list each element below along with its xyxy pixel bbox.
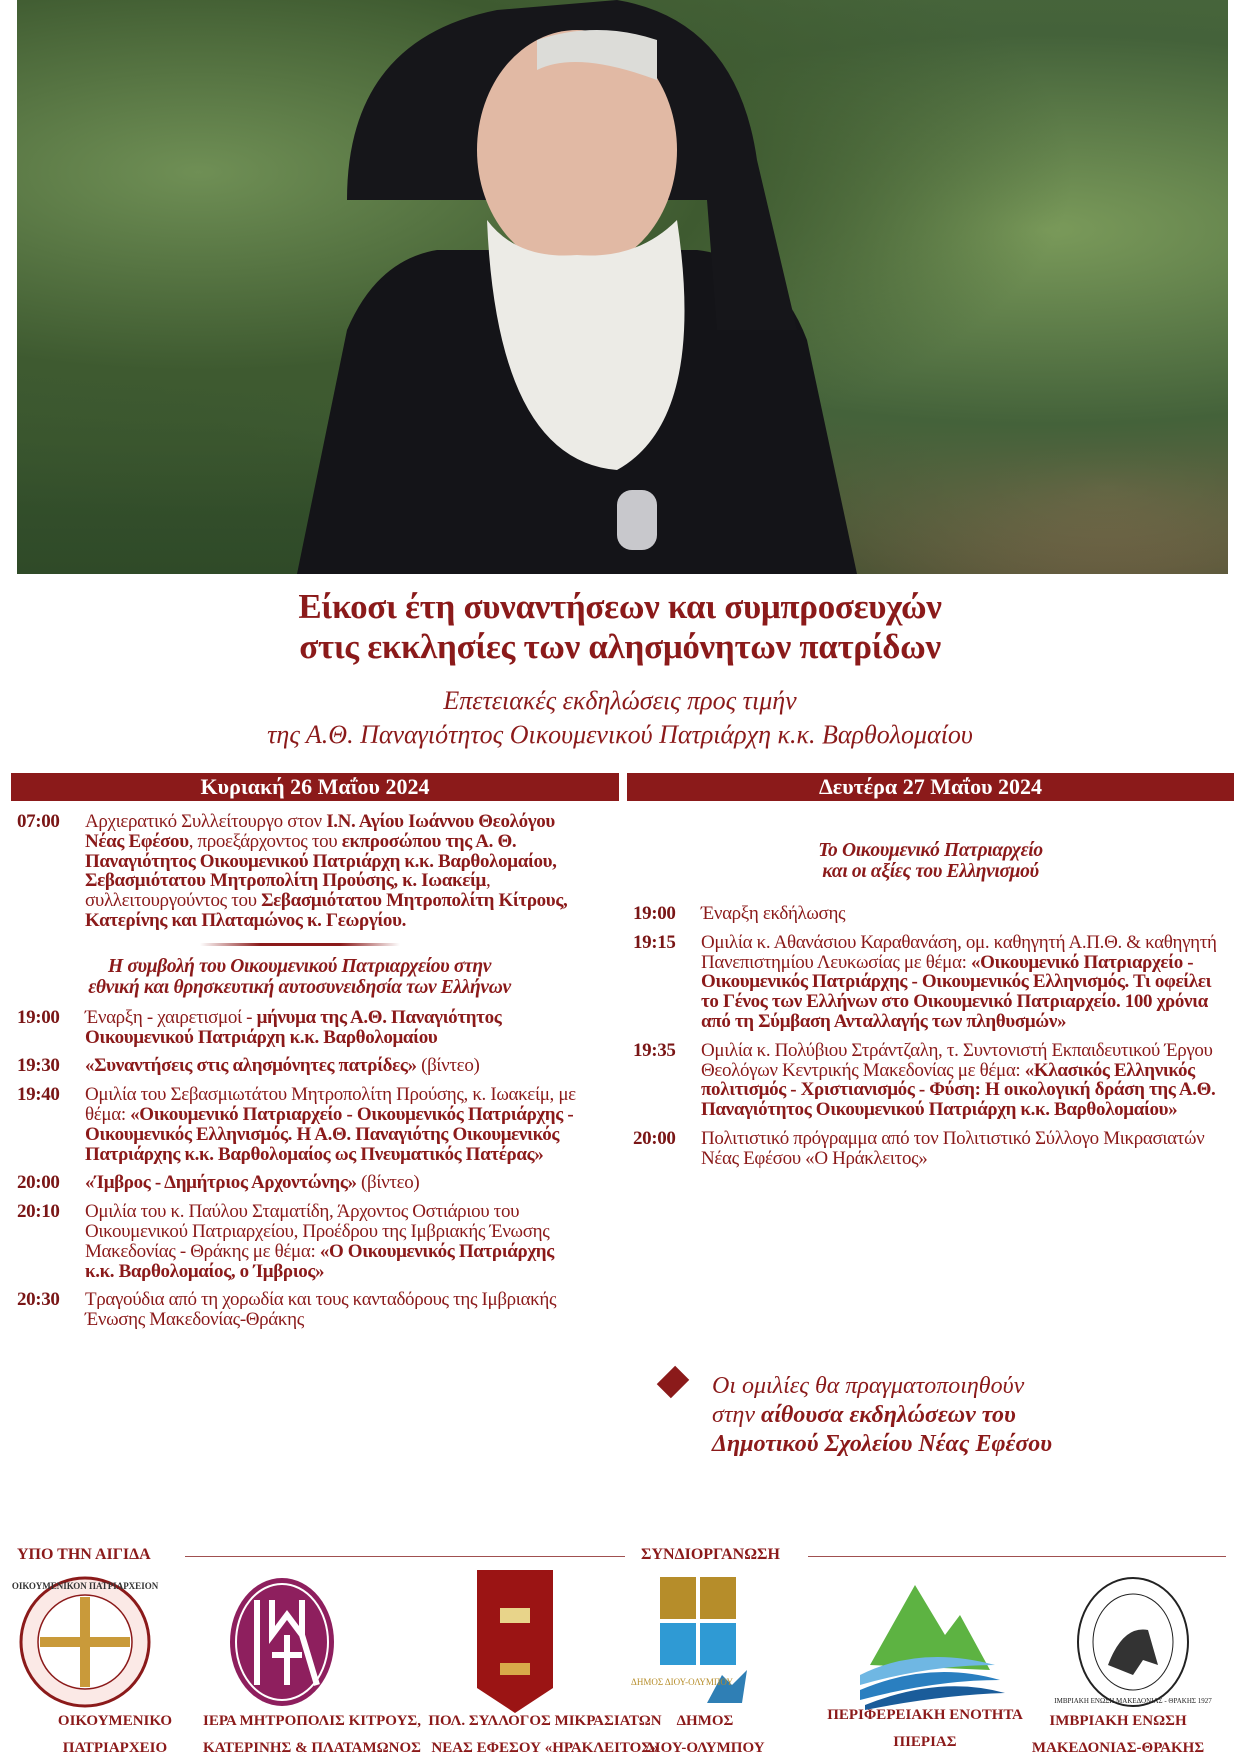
day2-section-title-line1: Το Οικουμενικό Πατριαρχείο [818, 840, 1043, 861]
pieria-regional-unit-logo [845, 1575, 1015, 1710]
entry-text-bold: εκπροσώπου της Α. Θ. Παναγιότητος Οικουμενικού Πατριάρχη κ.κ. Βαρθολομαίου, Σεβασμιότατου Μητροπολίτη Προύσης, κ. Ιωακείμ [85, 830, 557, 892]
day1-header: Κυριακή 26 Μαΐου 2024 [11, 773, 619, 801]
logo-label-line2: ΔΙΟΥ-ΟΛΥΜΠΟΥ [645, 1740, 765, 1756]
program-entry [633, 904, 1228, 924]
day1-section-title-line1: Η συμβολή του Οικουμενικού Πατριαρχείου στην [107, 955, 492, 977]
program-entry [17, 1290, 582, 1330]
entry-text-bold: «Συναντήσεις στις αλησμόνητες πατρίδες» [85, 1055, 417, 1077]
entry-text: , συλλειτουργούντος του [85, 870, 491, 912]
heraklitos-association-logo [430, 1575, 600, 1710]
day1-evening-list [17, 1008, 582, 1330]
imvros-seal-text: ΙΜΒΡΙΑΚΗ ΕΝΩΣΗ ΜΑΚΕΔΟΝΙΑΣ - ΘΡΑΚΗΣ 1927 [1054, 1697, 1212, 1705]
entry-time: 20:00 [17, 1172, 60, 1194]
entry-text-bold: Σεβασμιότατου Μητροπολίτη Κίτρους, Κατερίνης και Πλαταμώνος κ. Γεωργίου. [85, 890, 568, 931]
logo-label-line2: ΚΑΤΕΡΙΝΗΣ & ΠΛΑΤΑΜΩΝΟΣ [202, 1740, 421, 1756]
entry-time: 07:00 [17, 811, 60, 832]
coorganizers-title: ΣΥΝΔΙΟΡΓΑΝΩΣΗ [641, 1546, 780, 1563]
subtitle-line1: Επετειακές εκδηλώσεις προς τιμήν [443, 686, 797, 715]
patriarchate-seal-text: ΟΙΚΟΥΜΕΝΙΚΟΝ ΠΑΤΡΙΑΡΧΕΙΟΝ [11, 1581, 158, 1591]
logo-label-line2: ΠΙΕΡΙΑΣ [893, 1734, 957, 1750]
logo-label-line2: ΝΕΑΣ ΕΦΕΣΟΥ «ΗΡΑΚΛΕΙΤΟΣ» [431, 1740, 659, 1756]
logo-label-line2: ΠΑΤΡΙΑΡΧΕΙΟ [62, 1740, 168, 1756]
logo-label-imvros [993, 1708, 1243, 1762]
venue-note-line2-bold: αίθουσα εκδηλώσεων του [760, 1402, 1016, 1428]
day1-section-title [17, 956, 582, 998]
coorganizers-rule [808, 1556, 1226, 1557]
entry-text-bold: «Οικουμενικό Πατριαρχείο - Οικουμενικός Πατριάρχης - Οικουμενικός Ελληνισμός. Η Α.Θ. Παναγιότης Οικουμενικός Πατριάρχης κ.κ. Βαρθολομαίος ως Πνευματικός Πατέρας» [85, 1103, 574, 1165]
program-entry [17, 1056, 582, 1076]
entry-text: (βίντεο) [356, 1172, 420, 1194]
entry-text-bold: «Ο Οικουμενικός Πατριάρχης κ.κ. Βαρθολομαίος, ο Ίμβριος» [85, 1240, 554, 1282]
pieria-mountains-waves-icon [850, 1575, 1010, 1710]
day2-header: Δευτέρα 27 Μαΐου 2024 [627, 773, 1234, 801]
main-title-line2: στις εκκλησίες των αλησμόνητων πατρίδων [299, 627, 941, 666]
entry-text: Ομιλία κ. Αθανάσιου Καραθανάση, ομ. καθηγητή Α.Π.Θ. & καθηγητή Πανεπιστημίου Λευκωσίας με θέμα: [701, 931, 1217, 973]
entry-text-bold: «Ίμβρος - Δημήτριος Αρχοντώνης» [85, 1172, 357, 1194]
entry-text: (βίντεο) [416, 1055, 480, 1077]
logo-label-line1: ΙΜΒΡΙΑΚΗ ΕΝΩΣΗ [1049, 1713, 1187, 1729]
entry-time: 19:00 [633, 903, 676, 924]
program-entry [633, 933, 1228, 1032]
imvros-union-logo [1048, 1575, 1218, 1710]
logo-label-metropolis [187, 1708, 437, 1762]
program-entry [633, 1041, 1228, 1120]
program-entry [17, 1008, 582, 1048]
entry-time: 19:15 [633, 931, 676, 953]
imvros-seal-icon [1054, 1575, 1212, 1710]
municipality-emblem-text: ΔΗΜΟΣ ΔΙΟΥ-ΟΛΥΜΠΟΥ [631, 1677, 733, 1687]
day2-list [633, 904, 1228, 1169]
portrait-illustration [17, 0, 1228, 574]
program-entry [633, 1129, 1228, 1169]
entry-time: 20:30 [17, 1289, 60, 1311]
entry-time: 19:35 [633, 1039, 676, 1061]
venue-note-line3: Δημοτικού Σχολείου Νέας Εφέσου [712, 1431, 1053, 1457]
entry-text: Έναρξη εκδήλωσης [701, 903, 846, 924]
entry-text: Ομιλία του Σεβασμιωτάτου Μητροπολίτη Προύσης, κ. Ιωακείμ, με θέμα: [85, 1084, 576, 1125]
day1-morning-list [17, 812, 582, 931]
patronage-rule [185, 1556, 625, 1557]
patronage-title: ΥΠΟ ΤΗΝ ΑΙΓΙΔΑ [17, 1546, 151, 1563]
program-entry [17, 1173, 582, 1193]
entry-text: Πολιτιστικό πρόγραμμα από τον Πολιτιστικό Σύλλογο Μικρασιατών Νέας Εφέσου «Ο Ηράκλειτος» [701, 1127, 1205, 1169]
ecumenical-patriarchate-logo [0, 1575, 170, 1710]
entry-time: 20:00 [633, 1127, 676, 1149]
logo-label-line1: ΟΙΚΟΥΜΕΝΙΚΟ [57, 1713, 173, 1729]
day2-section-title-line2: και οι αξίες του Ελληνισμού [822, 861, 1039, 882]
subtitle-line2: της Α.Θ. Παναγιότητος Οικουμενικού Πατριάρχη κ.κ. Βαρθολομαίου [267, 720, 973, 749]
day2-section-title [633, 840, 1228, 882]
venue-note [712, 1372, 1052, 1459]
entry-text: , προεξάρχοντος του [188, 830, 342, 852]
patriarchate-seal-icon [11, 1575, 158, 1710]
venue-note-line1: Οι ομιλίες θα πραγματοποιηθούν [712, 1373, 1025, 1399]
program-entry [17, 812, 582, 931]
entry-text-bold: μήνυμα της Α.Θ. Παναγιότητος Οικουμενικού Πατριάρχη κ.κ. Βαρθολομαίου [85, 1006, 502, 1048]
logo-label-municipality [620, 1708, 790, 1762]
main-title-line1: Είκοσι έτη συναντήσεων και συμπροσευχών [298, 587, 942, 626]
venue-note-line2-prefix: στην [712, 1402, 761, 1428]
logo-label-line1: ΠΟΛ. ΣΥΛΛΟΓΟΣ ΜΙΚΡΑΣΙΑΤΩΝ [428, 1713, 662, 1729]
patriarch-portrait-photo [17, 0, 1228, 574]
municipality-emblem-icon [631, 1575, 752, 1710]
entry-time: 19:40 [17, 1084, 60, 1106]
logo-label-line1: ΠΕΡΙΦΕΡΕΙΑΚΗ ΕΝΟΤΗΤΑ [827, 1707, 1023, 1723]
logo-label-line1: ΔΗΜΟΣ [676, 1713, 734, 1729]
entry-text: Αρχιερατικό Συλλείτουργο στον [85, 811, 327, 832]
entry-text-bold: «Κλασικός Ελληνικός πολιτισμός - Χριστιανισμός - Φύση: Η οικολογική δράση της Α.Θ. Παναγιότητος Οικουμενικού Πατριάρχη κ.κ. Βαρθολομαίου» [701, 1059, 1216, 1121]
program-entry [17, 1202, 582, 1281]
dion-olympos-municipality-logo [617, 1575, 787, 1710]
metropolis-kitros-logo [197, 1575, 367, 1710]
entry-text: Έναρξη - χαιρετισμοί - [85, 1006, 257, 1028]
program-entry [17, 1085, 582, 1164]
logo-label-line2: ΜΑΚΕΔΟΝΙΑΣ-ΘΡΑΚΗΣ [1031, 1740, 1205, 1756]
entry-text-bold: Ι.Ν. Αγίου Ιωάννου Θεολόγου Νέας Εφέσου [85, 811, 555, 852]
metropolis-monogram-icon [227, 1575, 337, 1710]
diamond-bullet-icon [657, 1366, 690, 1399]
entry-time: 19:00 [17, 1006, 60, 1028]
day1-program [17, 812, 582, 1339]
entry-text-bold: «Οικουμενικό Πατριαρχείο - Οικουμενικός Πατριάρχης - Οικουμενικός Ελληνισμός. Τι οφείλει το Γένος των Ελλήνων στο Οικουμενικό Πατριαρχείο. 100 χρόνια από τη Σύμβαση Ανταλλαγής των πληθυσμών» [701, 951, 1212, 1032]
association-banner-icon [475, 1568, 555, 1718]
day2-program [633, 830, 1228, 1178]
entry-text: Ομιλία του κ. Παύλου Σταματίδη, Άρχοντος Οστιάριου του Οικουμενικού Πατριαρχείου, Προέδρου της Ιμβριακής Ένωσης Μακεδονίας - Θράκης με θέμα: [85, 1201, 550, 1262]
day1-section-title-line2: εθνική και θρησκευτική αυτοσυνειδησία των Ελλήνων [88, 976, 511, 998]
entry-time: 20:10 [17, 1201, 60, 1223]
entry-text: Τραγούδια από τη χορωδία και τους κανταδόρους της Ιμβριακής Ένωσης Μακεδονίας-Θράκης [85, 1289, 557, 1331]
section-divider [200, 943, 400, 946]
entry-text: Ομιλία κ. Πολύβιου Στράντζαλη, τ. Συντονιστή Εκπαιδευτικού Έργου Θεολόγων Κεντρικής Μακεδονίας με θέμα: [701, 1039, 1213, 1081]
entry-time: 19:30 [17, 1055, 60, 1077]
logo-label-line1: ΙΕΡΑ ΜΗΤΡΟΠΟΛΙΣ ΚΙΤΡΟΥΣ, [203, 1713, 421, 1729]
